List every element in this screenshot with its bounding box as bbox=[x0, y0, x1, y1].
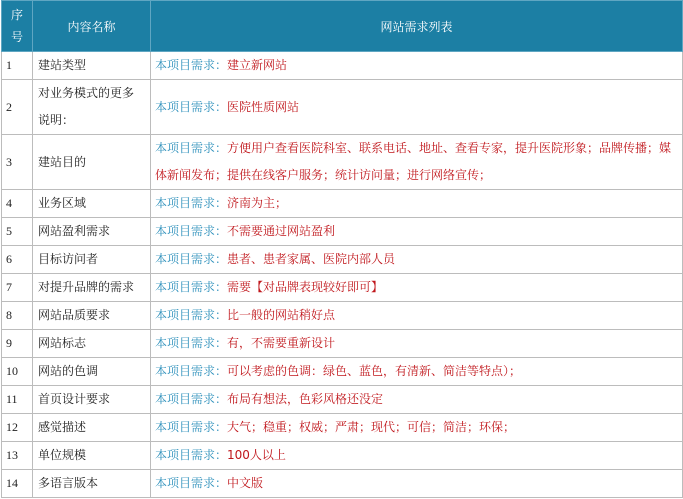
table-row bbox=[2, 80, 683, 135]
row-requirement bbox=[151, 386, 683, 414]
requirement-value: 可以考虑的色调：绿色、蓝色，有清新、简洁等特点）； bbox=[227, 364, 522, 378]
row-requirement bbox=[151, 442, 683, 470]
requirement-value: 比一般的网站稍好点 bbox=[227, 308, 336, 322]
requirement-value: 济南为主； bbox=[227, 196, 288, 210]
table-row bbox=[2, 414, 683, 442]
table-header bbox=[2, 1, 683, 52]
header-seq-line1: 序 bbox=[10, 8, 23, 22]
table-row bbox=[2, 330, 683, 358]
row-number: 3 bbox=[2, 135, 33, 190]
row-content-name: 网站盈利需求 bbox=[33, 218, 151, 246]
requirement-label: 本项目需求： bbox=[155, 364, 228, 378]
requirement-label: 本项目需求： bbox=[155, 58, 228, 72]
row-requirement bbox=[151, 135, 683, 190]
row-number: 13 bbox=[2, 442, 33, 470]
requirement-value: 中文版 bbox=[227, 476, 264, 490]
row-requirement bbox=[151, 358, 683, 386]
table-row bbox=[2, 274, 683, 302]
row-content-name: 感觉描述 bbox=[33, 414, 151, 442]
row-number: 4 bbox=[2, 190, 33, 218]
requirement-value: 有，不需要重新设计 bbox=[227, 336, 336, 350]
requirement-value: 医院性质网站 bbox=[227, 99, 300, 114]
row-content-name: 网站品质要求 bbox=[33, 302, 151, 330]
row-content-name: 对业务模式的更多说明： bbox=[33, 80, 151, 135]
table-row bbox=[2, 358, 683, 386]
row-requirement bbox=[151, 80, 683, 135]
table-row bbox=[2, 190, 683, 218]
table-row bbox=[2, 246, 683, 274]
requirements-table bbox=[1, 0, 683, 498]
row-requirement bbox=[151, 302, 683, 330]
row-number: 8 bbox=[2, 302, 33, 330]
row-number: 1 bbox=[2, 52, 33, 80]
requirement-label: 本项目需求： bbox=[155, 476, 228, 490]
header-list: 网站需求列表 bbox=[151, 1, 683, 52]
row-requirement bbox=[151, 274, 683, 302]
requirement-label: 本项目需求： bbox=[155, 224, 228, 238]
table-row bbox=[2, 135, 683, 190]
requirement-value: 患者、患者家属、医院内部人员 bbox=[227, 252, 396, 266]
header-seq bbox=[2, 1, 33, 52]
table-row bbox=[2, 218, 683, 246]
requirement-label: 本项目需求： bbox=[155, 448, 228, 462]
requirement-label: 本项目需求： bbox=[155, 308, 228, 322]
row-requirement bbox=[151, 52, 683, 80]
requirement-value: 大气；稳重；权威；严肃；现代；可信；简洁；环保； bbox=[227, 420, 516, 434]
row-content-name: 单位规模 bbox=[33, 442, 151, 470]
row-content-name: 对提升品牌的需求 bbox=[33, 274, 151, 302]
row-content-name: 多语言版本 bbox=[33, 470, 151, 498]
row-requirement bbox=[151, 414, 683, 442]
row-content-name: 建站类型 bbox=[33, 52, 151, 80]
requirement-label: 本项目需求： bbox=[155, 392, 228, 406]
row-number: 9 bbox=[2, 330, 33, 358]
requirement-value: 不需要通过网站盈利 bbox=[227, 224, 336, 238]
header-seq-line2: 号 bbox=[10, 30, 23, 44]
table-row bbox=[2, 52, 683, 80]
requirement-label: 本项目需求： bbox=[155, 252, 228, 266]
row-number: 5 bbox=[2, 218, 33, 246]
requirement-label: 本项目需求： bbox=[155, 280, 228, 294]
row-requirement bbox=[151, 470, 683, 498]
requirement-label: 本项目需求： bbox=[155, 336, 228, 350]
table-row bbox=[2, 442, 683, 470]
row-number: 12 bbox=[2, 414, 33, 442]
table-row bbox=[2, 302, 683, 330]
row-content-name: 建站目的 bbox=[33, 135, 151, 190]
row-content-name: 目标访问者 bbox=[33, 246, 151, 274]
row-content-name: 网站标志 bbox=[33, 330, 151, 358]
requirement-value: 布局有想法，色彩风格还没定 bbox=[227, 392, 384, 406]
table-row bbox=[2, 386, 683, 414]
requirement-value: 方便用户查看医院科室、联系电话、地址、查看专家，提升医院形象；品牌传播；媒体新闻发布；提供在线客户服务；统计访问量；进行网络宣传； bbox=[155, 141, 672, 182]
row-content-name: 业务区域 bbox=[33, 190, 151, 218]
row-number: 10 bbox=[2, 358, 33, 386]
row-requirement bbox=[151, 190, 683, 218]
requirement-label: 本项目需求： bbox=[155, 196, 228, 210]
row-requirement bbox=[151, 330, 683, 358]
row-requirement bbox=[151, 246, 683, 274]
requirement-value: 需要【对品牌表现较好即可】 bbox=[227, 280, 384, 294]
header-name: 内容名称 bbox=[33, 1, 151, 52]
requirement-label: 本项目需求： bbox=[155, 99, 228, 114]
row-number: 2 bbox=[2, 80, 33, 135]
requirement-label: 本项目需求： bbox=[155, 141, 228, 155]
row-number: 7 bbox=[2, 274, 33, 302]
table-body bbox=[2, 52, 683, 498]
row-content-name: 首页设计要求 bbox=[33, 386, 151, 414]
row-number: 6 bbox=[2, 246, 33, 274]
row-number: 11 bbox=[2, 386, 33, 414]
row-content-name: 网站的色调 bbox=[33, 358, 151, 386]
requirement-value: 建立新网站 bbox=[227, 58, 288, 72]
requirement-label: 本项目需求： bbox=[155, 420, 228, 434]
row-number: 14 bbox=[2, 470, 33, 498]
requirement-value: 100人以上 bbox=[227, 448, 286, 462]
table-row bbox=[2, 470, 683, 498]
header-row bbox=[2, 1, 683, 52]
row-requirement bbox=[151, 218, 683, 246]
